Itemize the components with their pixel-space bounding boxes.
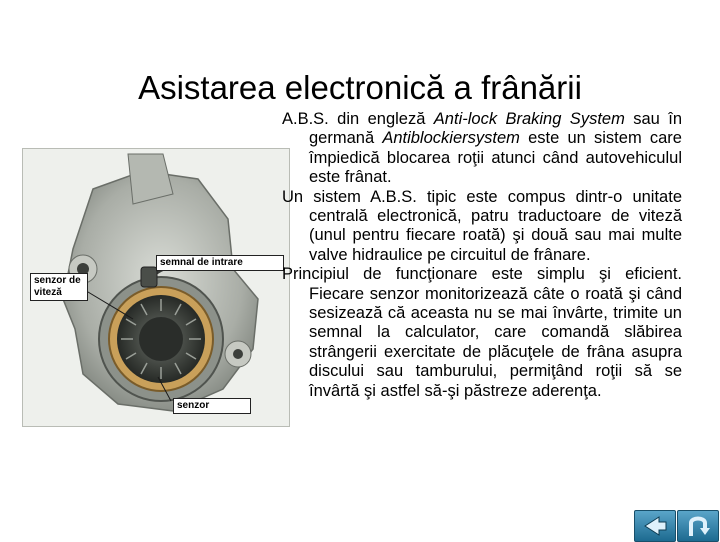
return-button[interactable] <box>677 510 719 542</box>
abs-middle-text: sau în germană <box>309 110 682 148</box>
back-arrow-icon <box>635 511 675 541</box>
abs-lead-text: A.B.S. din engleză <box>282 110 434 128</box>
sensor-label: senzor <box>173 398 251 414</box>
abs-sensor-photo <box>22 148 290 427</box>
abs-english-term: Anti-lock Braking System <box>433 110 625 128</box>
body-text <box>282 110 682 401</box>
input-signal-label: semnal de intrare <box>156 255 284 271</box>
abs-german-term: Antiblockiersystem <box>382 129 520 148</box>
back-button[interactable] <box>634 510 676 542</box>
paragraph-abs-definition <box>282 110 682 188</box>
return-u-turn-icon <box>678 511 718 541</box>
slide-title: Asistarea electronică a frânării <box>138 69 582 107</box>
navigation-buttons <box>634 510 718 540</box>
paragraph-abs-components: Un sistem A.B.S. tipic este compus dintr-o unitate centrală electronică, patru traductoare de viteză (unul pentru fiecare roată) şi două sau mai multe valve hidraulice pe circuitul de frânare. <box>282 187 682 264</box>
speed-sensor-label: senzor de viteză <box>30 273 88 301</box>
abs-tail-text: este un sistem care împiedică blocarea roţii atunci când autovehiculul este frânat. <box>309 129 682 187</box>
paragraph-abs-principle: Principiul de funcţionare este simplu şi eficient. Fiecare senzor monitorizează câte o roată şi când sesizează că aceasta nu se mai învârte, trimite un semnal la calculator, care comandă slăbirea strângerii exercitate de plăcuţele de frâna asupra discului sau tamburului, permiţând roţii să se învârtă şi astfel să-şi păstreze aderenţa. <box>282 265 682 400</box>
